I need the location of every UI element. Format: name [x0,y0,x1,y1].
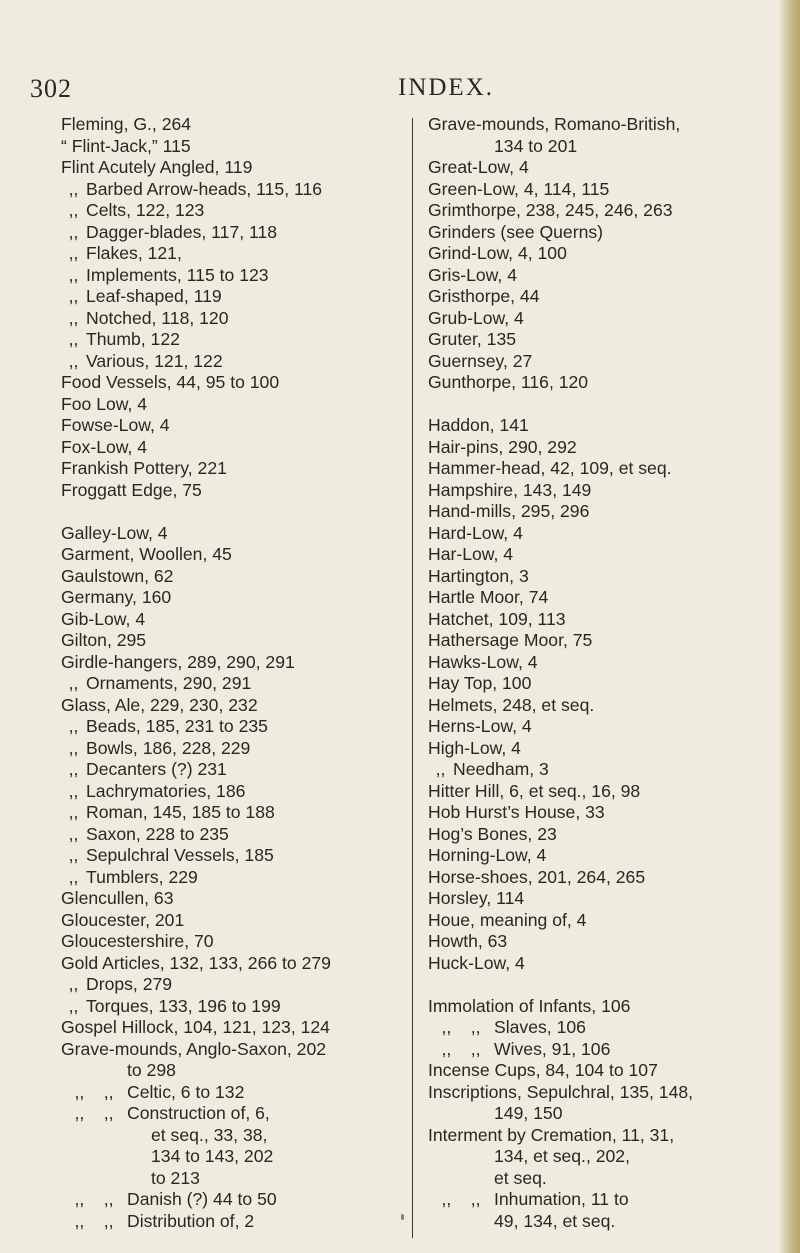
index-entry-text: Horning-Low, 4 [428,845,547,865]
index-entry-text: Inhumation, 11 to [494,1189,629,1209]
index-entry-text: Grimthorpe, 238, 245, 246, 263 [428,200,673,220]
index-entry-text: Great-Low, 4 [428,157,529,177]
index-entry-text: 134 to 143, 202 [151,1146,274,1166]
index-entry-text: Grinders (see Querns) [428,221,604,242]
index-entry [61,609,401,631]
ditto-mark: ,, [68,995,79,1016]
index-entry [61,845,401,867]
index-entry [428,1125,778,1147]
index-entry [61,1168,401,1190]
index-entry-text: Gruter, 135 [428,329,517,349]
index-entry-text: Immolation of Infants, 106 [428,995,631,1016]
ditto-mark: ,, [68,759,79,779]
index-entry-text: Sepulchral Vessels, 185 [86,845,274,865]
index-entry [428,114,778,136]
ditto-mark: ,, [68,264,79,285]
index-entry-text: Hatchet, 109, 113 [428,608,566,629]
ditto-mark: ,, [68,350,79,371]
index-entry-text: Celts, 122, 123 [86,200,205,220]
index-entry-text: Grave-mounds, Romano-British, [428,114,681,134]
ditto-mark: ,, [68,178,79,199]
index-entry [61,910,401,932]
index-entry-text: Torques, 133, 196 to 199 [86,995,281,1016]
index-entry [428,415,778,437]
index-entry [61,114,401,136]
index-entry [428,458,778,480]
index-entry [61,867,401,889]
index-entry [61,716,401,738]
ditto-mark: ,, ,, [441,1038,481,1059]
index-entry [61,458,401,480]
index-entry [61,136,401,158]
index-entry-text: Danish (?) 44 to 50 [127,1189,277,1209]
index-entry [61,1082,401,1104]
index-entry [61,523,401,545]
ditto-mark: ,, [68,845,79,865]
index-entry [428,673,778,695]
ditto-mark: ,, [68,737,79,758]
index-entry [428,1017,778,1039]
index-entry-text: Flakes, 121, [86,243,182,263]
index-entry [61,802,401,824]
index-entry [61,157,401,179]
index-entry [61,179,401,201]
index-entry [61,1039,401,1061]
index-entry-text: Flint Acutely Angled, 119 [61,157,253,177]
index-entry-text: Hair-pins, 290, 292 [428,436,577,457]
index-entry-text: Grave-mounds, Anglo-Saxon, 202 [61,1038,327,1059]
index-entry-text: to 213 [151,1167,200,1188]
index-entry [428,157,778,179]
index-entry [61,759,401,781]
index-entry [61,200,401,222]
index-entry [428,1211,778,1233]
index-entry [428,265,778,287]
index-entry-text: Gristhorpe, 44 [428,286,540,306]
index-entry-text: Tumblers, 229 [86,866,198,887]
index-entry [428,824,778,846]
index-entry-text: Decanters (?) 231 [86,759,227,779]
index-entry-text: Celtic, 6 to 132 [127,1081,245,1102]
index-entry-text: Implements, 115 to 123 [86,264,269,285]
index-entry-text: Herns-Low, 4 [428,716,532,736]
page-header [0,74,800,104]
ditto-mark: ,, ,, [74,1210,114,1231]
index-entry [61,265,401,287]
index-entry-text: Dagger-blades, 117, 118 [86,221,278,242]
index-entry-text: Ornaments, 290, 291 [86,673,252,693]
index-entry-text: Hammer-head, 42, 109, et seq. [428,458,672,478]
index-entry-text: Glass, Ale, 229, 230, 232 [61,694,258,715]
index-entry-text: Hog’s Bones, 23 [428,823,557,844]
index-entry [61,652,401,674]
index-entry [428,802,778,824]
index-entry-text: Saxon, 228 to 235 [86,823,229,844]
index-entry [61,437,401,459]
index-entry [61,394,401,416]
ditto-mark: ,, [68,200,79,220]
index-entry [428,308,778,330]
index-entry-text: Gaulstown, 62 [61,565,174,586]
index-entry-text: Galley-Low, 4 [61,522,168,543]
index-entry-text: Incense Cups, 84, 104 to 107 [428,1060,658,1080]
index-entry-text: Gloucester, 201 [61,909,185,930]
index-entry-text: Slaves, 106 [494,1017,586,1037]
index-entry-text: Helmets, 248, et seq. [428,694,595,715]
index-entry-text: Gib-Low, 4 [61,608,146,629]
index-entry-text: Gunthorpe, 116, 120 [428,372,589,392]
index-entry-text: Wives, 91, 106 [494,1038,611,1059]
index-entry [428,845,778,867]
index-entry-text: Hob Hurst’s House, 33 [428,802,605,822]
index-entry [61,222,401,244]
index-entry-text: Fowse-Low, 4 [61,415,170,435]
index-entry-text: Hampshire, 143, 149 [428,479,592,500]
index-entry-text: Gospel Hillock, 104, 121, 123, 124 [61,1017,330,1037]
index-entry [61,824,401,846]
index-entry-text: Roman, 145, 185 to 188 [86,802,275,822]
index-entry [61,1125,401,1147]
index-entry-text: Green-Low, 4, 114, 115 [428,178,610,199]
index-entry-text: Froggatt Edge, 75 [61,479,202,500]
index-entry [61,415,401,437]
index-entry [428,351,778,373]
index-entry [61,1189,401,1211]
index-entry-text: Foo Low, 4 [61,393,148,414]
index-entry [428,738,778,760]
index-entry-text: Glencullen, 63 [61,888,174,908]
index-entry [428,1060,778,1082]
index-entry [428,630,778,652]
index-entry [61,566,401,588]
index-entry [428,759,778,781]
index-entry [428,179,778,201]
index-entry [428,587,778,609]
index-entry [428,867,778,889]
index-entry [61,888,401,910]
index-entry [61,931,401,953]
index-entry-text: Food Vessels, 44, 95 to 100 [61,372,280,392]
index-entry [428,501,778,523]
index-entry [428,652,778,674]
index-entry-text: Houe, meaning of, 4 [428,909,587,930]
index-entry-text: Thumb, 122 [86,329,180,349]
index-entry-text: Fox-Low, 4 [61,436,148,457]
index-entry [61,630,401,652]
index-entry [61,1017,401,1039]
index-entry-text: Hitter Hill, 6, et seq., 16, 98 [428,780,641,801]
index-entry [428,480,778,502]
index-entry [61,673,401,695]
ditto-mark: ,, [68,866,79,887]
page-edge [778,0,800,1253]
index-entry-text: Bowls, 186, 228, 229 [86,737,251,758]
ditto-mark: ,, [435,759,446,779]
ditto-mark: ,, [68,974,79,994]
index-entry [61,781,401,803]
index-entry [428,566,778,588]
index-entry-text: Grub-Low, 4 [428,307,524,328]
page-number: 302 [30,74,72,103]
index-entry-text: Frankish Pottery, 221 [61,458,227,478]
index-entry [428,888,778,910]
index-entry-text: Horse-shoes, 201, 264, 265 [428,866,646,887]
index-entry [61,308,401,330]
index-entry-text: Notched, 118, 120 [86,307,229,328]
index-entry-text: Fleming, G., 264 [61,114,192,134]
ditto-mark: ,, [68,780,79,801]
index-entry [61,329,401,351]
index-entry-text: Hay Top, 100 [428,673,532,693]
index-entry-text: Lachrymatories, 186 [86,780,246,801]
index-entry-text: “ Flint-Jack,” 115 [61,135,191,156]
index-column-left [61,114,401,1232]
index-entry [428,716,778,738]
index-entry-text: Hathersage Moor, 75 [428,630,593,650]
index-entry [428,200,778,222]
index-entry [428,544,778,566]
index-entry-text: Grind-Low, 4, 100 [428,243,567,263]
ditto-mark: ,, [68,329,79,349]
index-entry-text: Hartington, 3 [428,565,529,586]
index-entry [428,910,778,932]
ditto-mark: ,, ,, [74,1103,114,1123]
index-entry-text: Various, 121, 122 [86,350,223,371]
index-entry [428,286,778,308]
index-entry-text: Leaf-shaped, 119 [86,286,222,306]
index-entry [61,953,401,975]
index-entry-text: Needham, 3 [453,759,549,779]
index-entry [428,609,778,631]
ditto-mark: ,, ,, [441,1189,481,1209]
ditto-mark: ,, [68,307,79,328]
index-entry-text: Construction of, 6, [127,1103,270,1123]
section-gap [428,394,778,416]
index-entry-text: Garment, Woollen, 45 [61,544,232,564]
index-entry [428,437,778,459]
index-entry [428,136,778,158]
index-entry [428,1168,778,1190]
ditto-mark: ,, [68,221,79,242]
index-entry [61,480,401,502]
index-entry-text: Hawks-Low, 4 [428,651,538,672]
index-entry [428,781,778,803]
index-entry [428,372,778,394]
index-entry-text: Gold Articles, 132, 133, 266 to 279 [61,952,331,973]
index-entry-text: Guernsey, 27 [428,350,533,371]
index-entry [61,243,401,265]
index-entry-text: Huck-Low, 4 [428,952,525,973]
index-entry [61,351,401,373]
running-head: INDEX. [398,74,495,101]
index-entry [428,1146,778,1168]
index-entry [61,1211,401,1233]
index-entry [61,1146,401,1168]
ditto-mark: ,, ,, [74,1189,114,1209]
index-entry-text: 49, 134, et seq. [494,1210,616,1231]
index-entry [428,1189,778,1211]
index-entry [428,1103,778,1125]
ditto-mark: ,, [68,802,79,822]
index-entry-text: Gris-Low, 4 [428,264,517,285]
index-entry [61,286,401,308]
index-entry [61,974,401,996]
index-entry-text: Hard-Low, 4 [428,522,523,543]
index-entry [428,329,778,351]
index-entry [61,996,401,1018]
ditto-mark: ,, ,, [74,1081,114,1102]
index-entry [428,222,778,244]
column-divider [412,118,413,1238]
index-entry-text: 134 to 201 [494,135,578,156]
ditto-mark: ,, ,, [441,1017,481,1037]
index-entry-text: Distribution of, 2 [127,1210,255,1231]
index-entry-text: 134, et seq., 202, [494,1146,630,1166]
index-entry [61,544,401,566]
index-entry-text: Gloucestershire, 70 [61,931,214,951]
index-entry-text: 149, 150 [494,1103,563,1123]
index-entry-text: et seq., 33, 38, [151,1124,268,1145]
ditto-mark: ,, [68,673,79,693]
ditto-mark: ,, [68,243,79,263]
index-entry-text: Barbed Arrow-heads, 115, 116 [86,178,323,199]
ink-speck [401,1214,404,1220]
index-entry-text: High-Low, 4 [428,737,521,758]
index-entry-text: Hartle Moor, 74 [428,587,549,607]
index-entry-text: to 298 [127,1060,176,1080]
index-entry [428,996,778,1018]
index-entry [61,372,401,394]
index-entry-text: Horsley, 114 [428,888,525,908]
index-entry-text: Beads, 185, 231 to 235 [86,716,268,736]
index-entry-text: Interment by Cremation, 11, 31, [428,1124,675,1145]
index-entry-text: Girdle-hangers, 289, 290, 291 [61,651,295,672]
index-entry [428,695,778,717]
ditto-mark: ,, [68,716,79,736]
index-entry-text: Drops, 279 [86,974,173,994]
index-entry-text: Inscriptions, Sepulchral, 135, 148, [428,1081,694,1102]
index-entry-text: Gilton, 295 [61,630,147,650]
section-gap [61,501,401,523]
index-entry-text: Haddon, 141 [428,415,529,435]
index-entry [61,738,401,760]
index-entry-text: et seq. [494,1167,547,1188]
index-column-right [428,114,778,1232]
ditto-mark: ,, [68,286,79,306]
index-entry [428,1082,778,1104]
index-entry [61,587,401,609]
index-entry-text: Har-Low, 4 [428,544,514,564]
index-entry [428,243,778,265]
index-entry-text: Howth, 63 [428,931,508,951]
index-entry [428,953,778,975]
index-entry [428,931,778,953]
index-entry [61,1103,401,1125]
index-entry-text: Germany, 160 [61,587,172,607]
section-gap [428,974,778,996]
index-entry [61,1060,401,1082]
index-entry [428,1039,778,1061]
ditto-mark: ,, [68,823,79,844]
index-entry-text: Hand-mills, 295, 296 [428,501,590,521]
index-entry [428,523,778,545]
index-entry [61,695,401,717]
